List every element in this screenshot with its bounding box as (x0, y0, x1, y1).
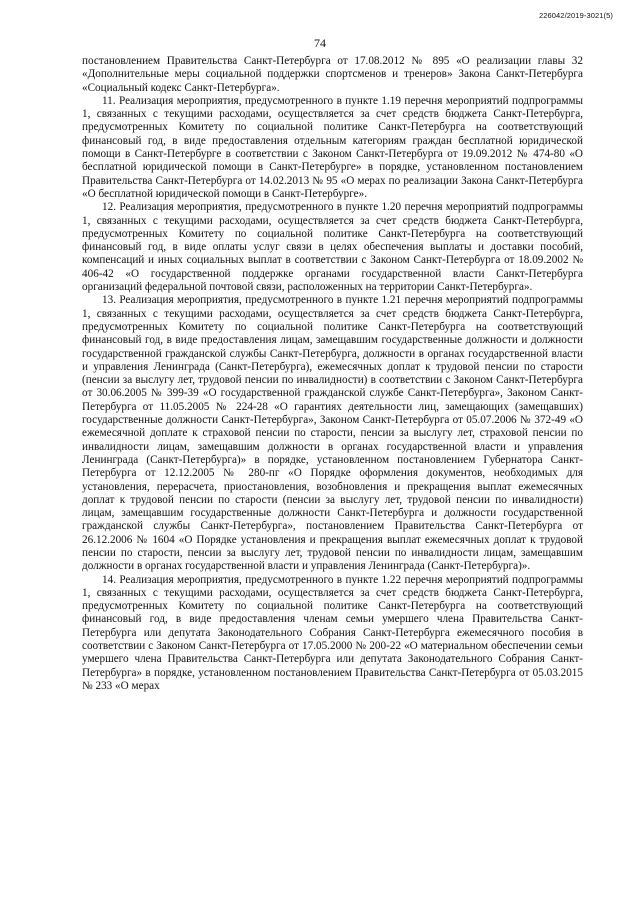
paragraph-continuation: постановлением Правительства Санкт-Петербурга от 17.08.2012 № 895 «О реализации главы 32 «Дополнительные меры социальной поддержки спортсменов и тренеров» Закона Санкт-Петербурга «Социальный кодекс Санкт-Петербурга». (82, 55, 583, 94)
page-number: 74 (314, 36, 326, 50)
paragraph-11: 11. Реализация мероприятия, предусмотренного в пункте 1.19 перечня мероприятий подпрограммы 1, связанных с текущими расходами, осуществляется за счет средств бюджета Санкт-Петербурга, предусмотренных Комитету по социальной политике Санкт-Петербурга на соответствующий финансовый год, в виде предоставления отдельным категориям граждан бесплатной юридической помощи в Санкт-Петербурге в соответствии с Законом Санкт-Петербурга от 19.09.2012 № 474-80 «О бесплатной юридической помощи в Санкт-Петербурге» в порядке, установленном постановлением Правительства Санкт-Петербурга от 14.02.2013 № 95 «О мерах по реализации Закона Санкт-Петербурга «О бесплатной юридической помощи в Санкт-Петербурге». (82, 94, 583, 200)
paragraph-12: 12. Реализация мероприятия, предусмотренного в пункте 1.20 перечня мероприятий подпрограммы 1, связанных с текущими расходами, осуществляется за счет средств бюджета Санкт-Петербурга, предусмотренных Комитету по социальной политике Санкт-Петербурга на соответствующий финансовый год, в виде оплаты услуг связи в целях обеспечения выплаты и доставки пособий, компенсаций и иных социальных выплат в соответствии с Законом Санкт-Петербурга от 18.09.2002 № 406-42 «О государственной поддержке органами государственной власти Санкт-Петербурга организаций федеральной почтовой связи, расположенных на территории Санкт-Петербурга». (82, 201, 583, 294)
document-body (82, 55, 583, 693)
document-id: 226042/2019-3021(5) (538, 11, 613, 20)
paragraph-14: 14. Реализация мероприятия, предусмотренного в пункте 1.22 перечня мероприятий подпрограммы 1, связанных с текущими расходами, осуществляется за счет средств бюджета Санкт-Петербурга, предусмотренных Комитету по социальной политике Санкт-Петербурга на соответствующий финансовый год, в виде предоставления членам семьи умершего члена Правительства Санкт-Петербурга или депутата Законодательного Собрания Санкт-Петербурга ежемесячного пособия в соответствии с Законом Санкт-Петербурга от 17.05.2000 № 200-22 «О материальном обеспечении семьи умершего члена Правительства Санкт-Петербурга или депутата Законодательного Собрания Санкт-Петербурга» в порядке, установленном постановлением Правительства Санкт-Петербурга от 05.03.2015 № 233 «О мерах (82, 573, 583, 692)
paragraph-13: 13. Реализация мероприятия, предусмотренного в пункте 1.21 перечня мероприятий подпрограммы 1, связанных с текущими расходами, осуществляется за счет средств бюджета Санкт-Петербурга, предусмотренных Комитету по социальной политике Санкт-Петербурга на соответствующий финансовый год, в виде предоставления лицам, замещавшим государственные должности и должности государственной гражданской службы Санкт-Петербурга, должности в органах государственной власти и управления Ленинграда (Санкт-Петербурга), ежемесячных доплат к трудовой пенсии по старости (пенсии за выслугу лет, трудовой пенсии по инвалидности) в соответствии с Законом Санкт-Петербурга от 30.06.2005 № 399-39 «О государственной гражданской службе Санкт-Петербурга», Законом Санкт-Петербурга от 11.05.2005 № 224-28 «О гарантиях деятельности лиц, замещающих (замещавших) государственные должности Санкт-Петербурга», Законом Санкт-Петербурга от 05.07.2006 № 372-49 «О ежемесячной доплате к страховой пенсии по старости, пенсии за выслугу лет, страховой пенсии по инвалидности лицам, замещавшим должности в органах государственной власти и управления Ленинграда (Санкт-Петербурга)» в порядке, установленном постановлением Губернатора Санкт-Петербурга от 12.12.2005 № 280-пг «О Порядке оформления документов, необходимых для установления, перерасчета, приостановления, возобновления и прекращения выплат ежемесячных доплат к трудовой пенсии по старости (пенсии за выслугу лет, трудовой пенсии по инвалидности) лицам, замещавшим государственные должности Санкт-Петербурга и должности государственной гражданской службы Санкт-Петербурга», постановлением Правительства Санкт-Петербурга от 26.12.2006 № 1604 «О Порядке установления и прекращения выплат ежемесячных доплат к трудовой пенсии по старости, пенсии за выслугу лет, трудовой пенсии по инвалидности лицам, замещавшим должности в органах государственной власти и управления Ленинграда (Санкт-Петербурга)». (82, 294, 583, 573)
